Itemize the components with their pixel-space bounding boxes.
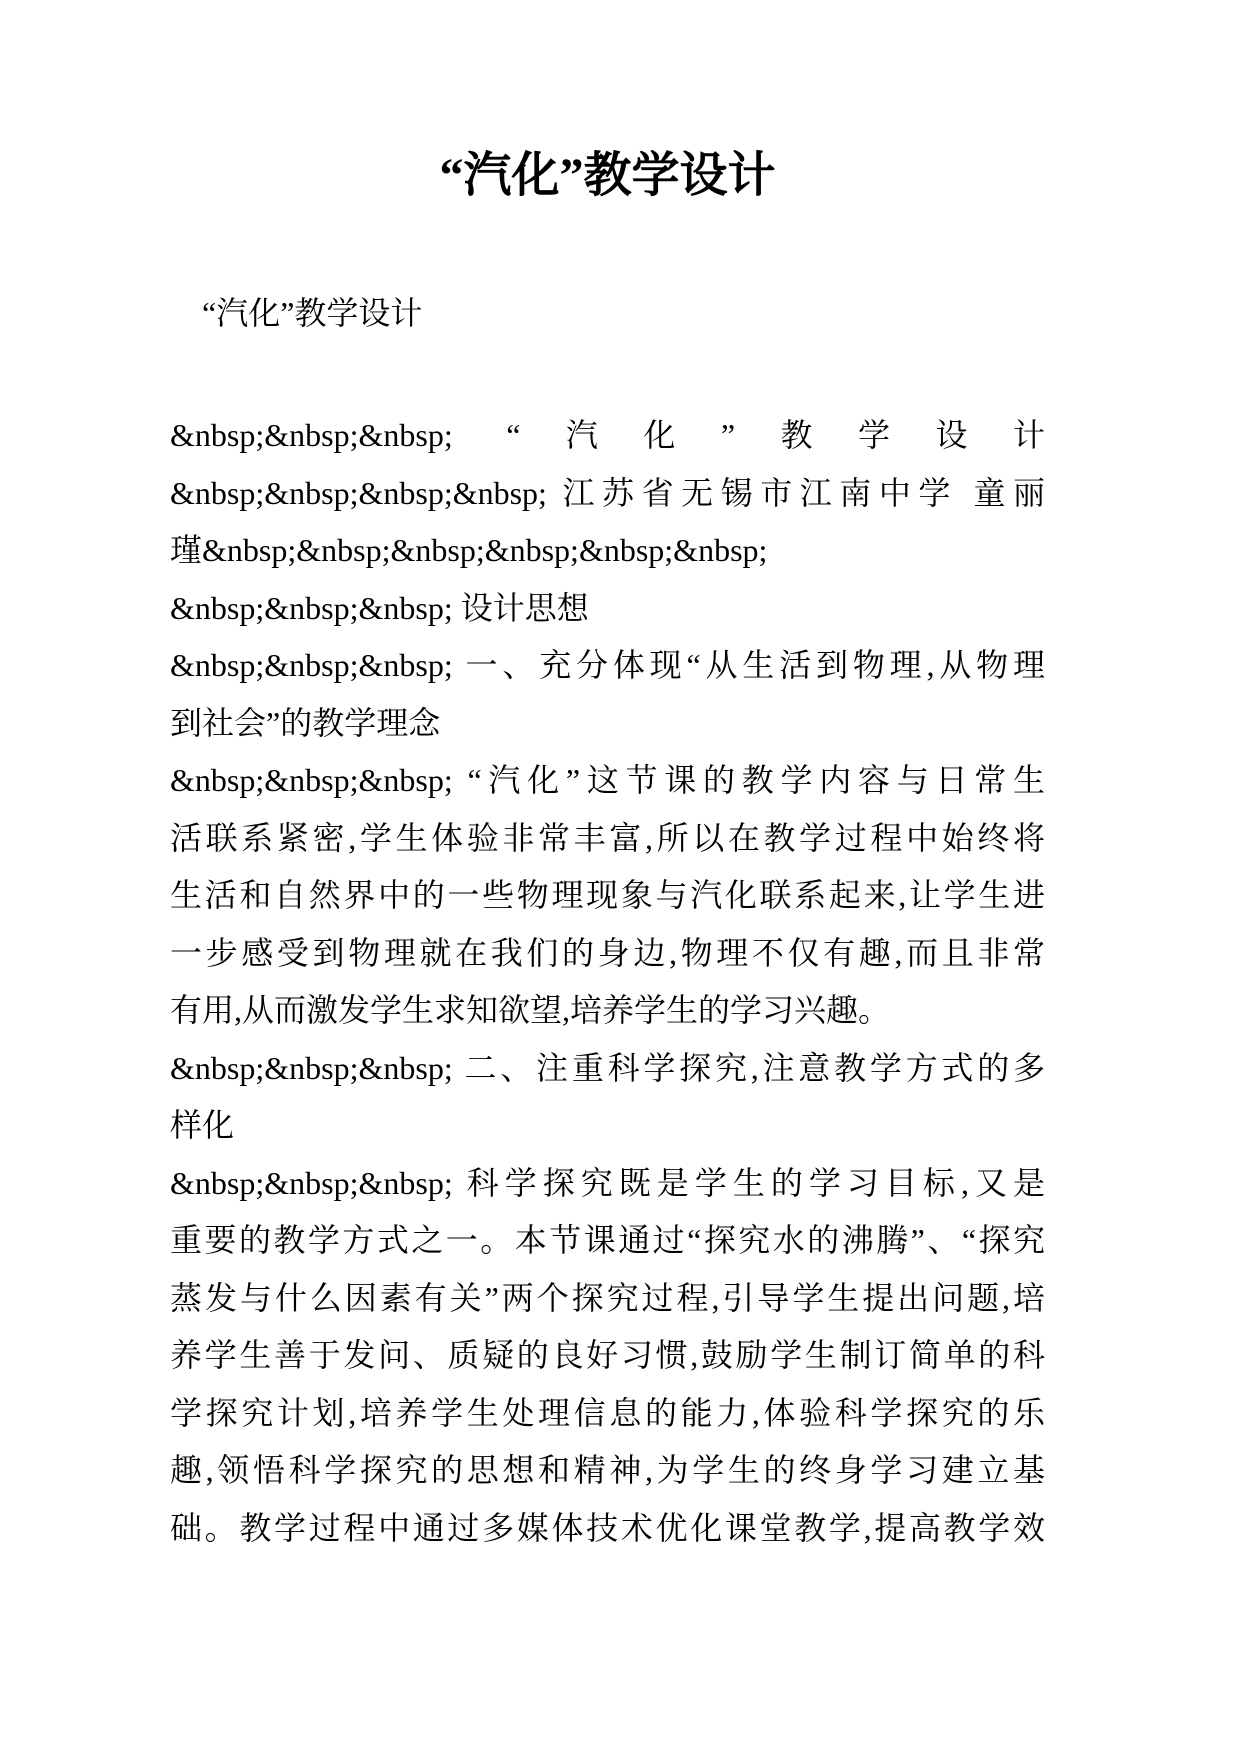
text-line: 础。教学过程中通过多媒体技术优化课堂教学,提高教学效 <box>170 1509 1045 1546</box>
text-line: &nbsp;&nbsp;&nbsp;&nbsp; 江苏省无锡市江南中学 童丽 <box>170 474 1045 511</box>
text-line: 趣,领悟科学探究的思想和精神,为学生的终身学习建立基 <box>170 1452 1045 1488</box>
text-line: 活联系紧密,学生体验非常丰富,所以在教学过程中始终将 <box>170 819 1045 856</box>
text-line: &nbsp;&nbsp;&nbsp; 二、注重科学探究,注意教学方式的多 <box>170 1049 1045 1086</box>
intro-line: “汽化”教学设计 <box>170 295 423 331</box>
text-line: &nbsp;&nbsp;&nbsp; 科学探究既是学生的学习目标,又是 <box>170 1164 1045 1201</box>
text-line: 瑾&nbsp;&nbsp;&nbsp;&nbsp;&nbsp;&nbsp; <box>170 532 768 568</box>
text-line: &nbsp;&nbsp;&nbsp; “汽化”教学设计 <box>170 417 1045 453</box>
text-line: 一步感受到物理就在我们的身边,物理不仅有趣,而且非常 <box>170 934 1045 971</box>
text-line: 样化 <box>170 1107 235 1143</box>
page-title: “汽化”教学设计 <box>439 149 776 202</box>
text-line: 生活和自然界中的一些物理现象与汽化联系起来,让学生进 <box>170 877 1045 913</box>
text-line: 到社会”的教学理念 <box>170 704 441 741</box>
text-line: &nbsp;&nbsp;&nbsp; “汽化”这节课的教学内容与日常生 <box>170 762 1045 798</box>
text-line: 学探究计划,培养学生处理信息的能力,体验科学探究的乐 <box>170 1394 1045 1431</box>
text-line: 养学生善于发问、质疑的良好习惯,鼓励学生制订简单的科 <box>170 1337 1045 1373</box>
text-line: &nbsp;&nbsp;&nbsp; 一、充分体现“从生活到物理,从物理 <box>170 647 1045 683</box>
text-line: 有用,从而激发学生求知欲望,培养学生的学习兴趣。 <box>170 992 891 1028</box>
text-line: 蒸发与什么因素有关”两个探究过程,引导学生提出问题,培 <box>170 1279 1045 1316</box>
text-line: &nbsp;&nbsp;&nbsp; 设计思想 <box>170 589 589 626</box>
text-line: 重要的教学方式之一。本节课通过“探究水的沸腾”、“探究 <box>170 1222 1045 1258</box>
document-body <box>170 407 1045 1557</box>
